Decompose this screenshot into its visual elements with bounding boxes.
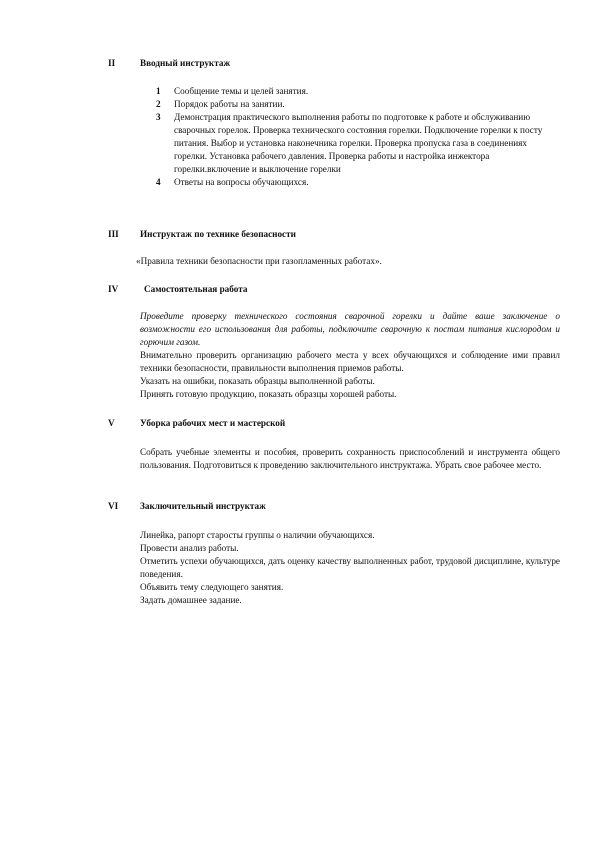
list-item-number: 2 xyxy=(156,99,161,109)
list-item-text: Демонстрация практического выполнения работы по подготовке к работе и обслуживанию сварочных горелок. Проверка технического состояния горелки. Подключение горелки к посту питания. Выбор и установка наконечника горелки. Проверка пропуска газа в соединениях горелки. Установка рабочего давления. Проверка работы и настройка инжектора горелки.включение и выключение горелки xyxy=(174,112,543,174)
list-item xyxy=(150,111,560,176)
list-item-text: Порядок работы на занятии. xyxy=(174,99,285,109)
final-briefing-line: Линейка, рапорт старосты группы о наличии обучающихся. xyxy=(140,530,375,540)
section-title-cleanup: Уборка рабочих мест и мастерской xyxy=(140,418,286,428)
list-item xyxy=(150,85,560,98)
final-briefing-line: Задать домашнее задание. xyxy=(140,595,242,605)
section-title-final-briefing: Заключительный инструктаж xyxy=(140,501,266,511)
final-briefing-list xyxy=(140,529,560,607)
section-title-safety-briefing: Инструктаж по технике безопасности xyxy=(140,229,296,239)
final-briefing-line: Провести анализ работы. xyxy=(140,543,239,553)
safety-rules-text: «Правила техники безопасности при газопламенных работах». xyxy=(136,256,382,266)
section-number-iii: III xyxy=(108,229,119,239)
section-number-v: V xyxy=(108,418,115,428)
list-item-number: 1 xyxy=(156,86,161,96)
final-briefing-line: Объявить тему следующего занятия. xyxy=(140,582,284,592)
section-number-ii: II xyxy=(108,58,116,68)
instruction-line: Внимательно проверить организацию рабочего места у всех обучающихся и соблюдение ими правил техники безопасности, правильности выполнения приемов работы. xyxy=(140,350,560,373)
cleanup-text: Собрать учебные элементы и пособия, проверить сохранность приспособлений и инструмента общего пользования. Подготовиться к проведению заключительного инструктажа. Убрать свое рабочее место. xyxy=(140,447,560,470)
final-briefing-line: Отметить успехи обучающихся, дать оценку качеству выполненных работ, трудовой дисциплине, культуре поведения. xyxy=(140,556,560,579)
list-item xyxy=(150,98,560,111)
list-item xyxy=(150,176,560,189)
independent-work-instructions xyxy=(140,349,560,401)
list-item-text: Сообщение темы и целей занятия. xyxy=(174,86,309,96)
list-item-number: 3 xyxy=(156,112,161,122)
section-number-iv: IV xyxy=(108,284,119,294)
intro-briefing-list xyxy=(150,85,560,189)
instruction-line: Принять готовую продукцию, показать образцы хорошей работы. xyxy=(140,389,397,399)
section-title-intro-briefing: Вводный инструктаж xyxy=(140,58,231,68)
instruction-line: Указать на ошибки, показать образцы выполненной работы. xyxy=(140,376,375,386)
list-item-text: Ответы на вопросы обучающихся. xyxy=(174,177,309,187)
list-item-number: 4 xyxy=(156,177,161,187)
section-number-vi: VI xyxy=(108,501,119,511)
independent-work-task: Проведите проверку технического состояния сварочной горелки и дайте ваше заключение о возможности его использования для работы, подключите сварочную к постам питания кислородом и горючим газом. xyxy=(140,311,560,347)
section-title-independent-work: Самостоятельная работа xyxy=(144,284,248,294)
